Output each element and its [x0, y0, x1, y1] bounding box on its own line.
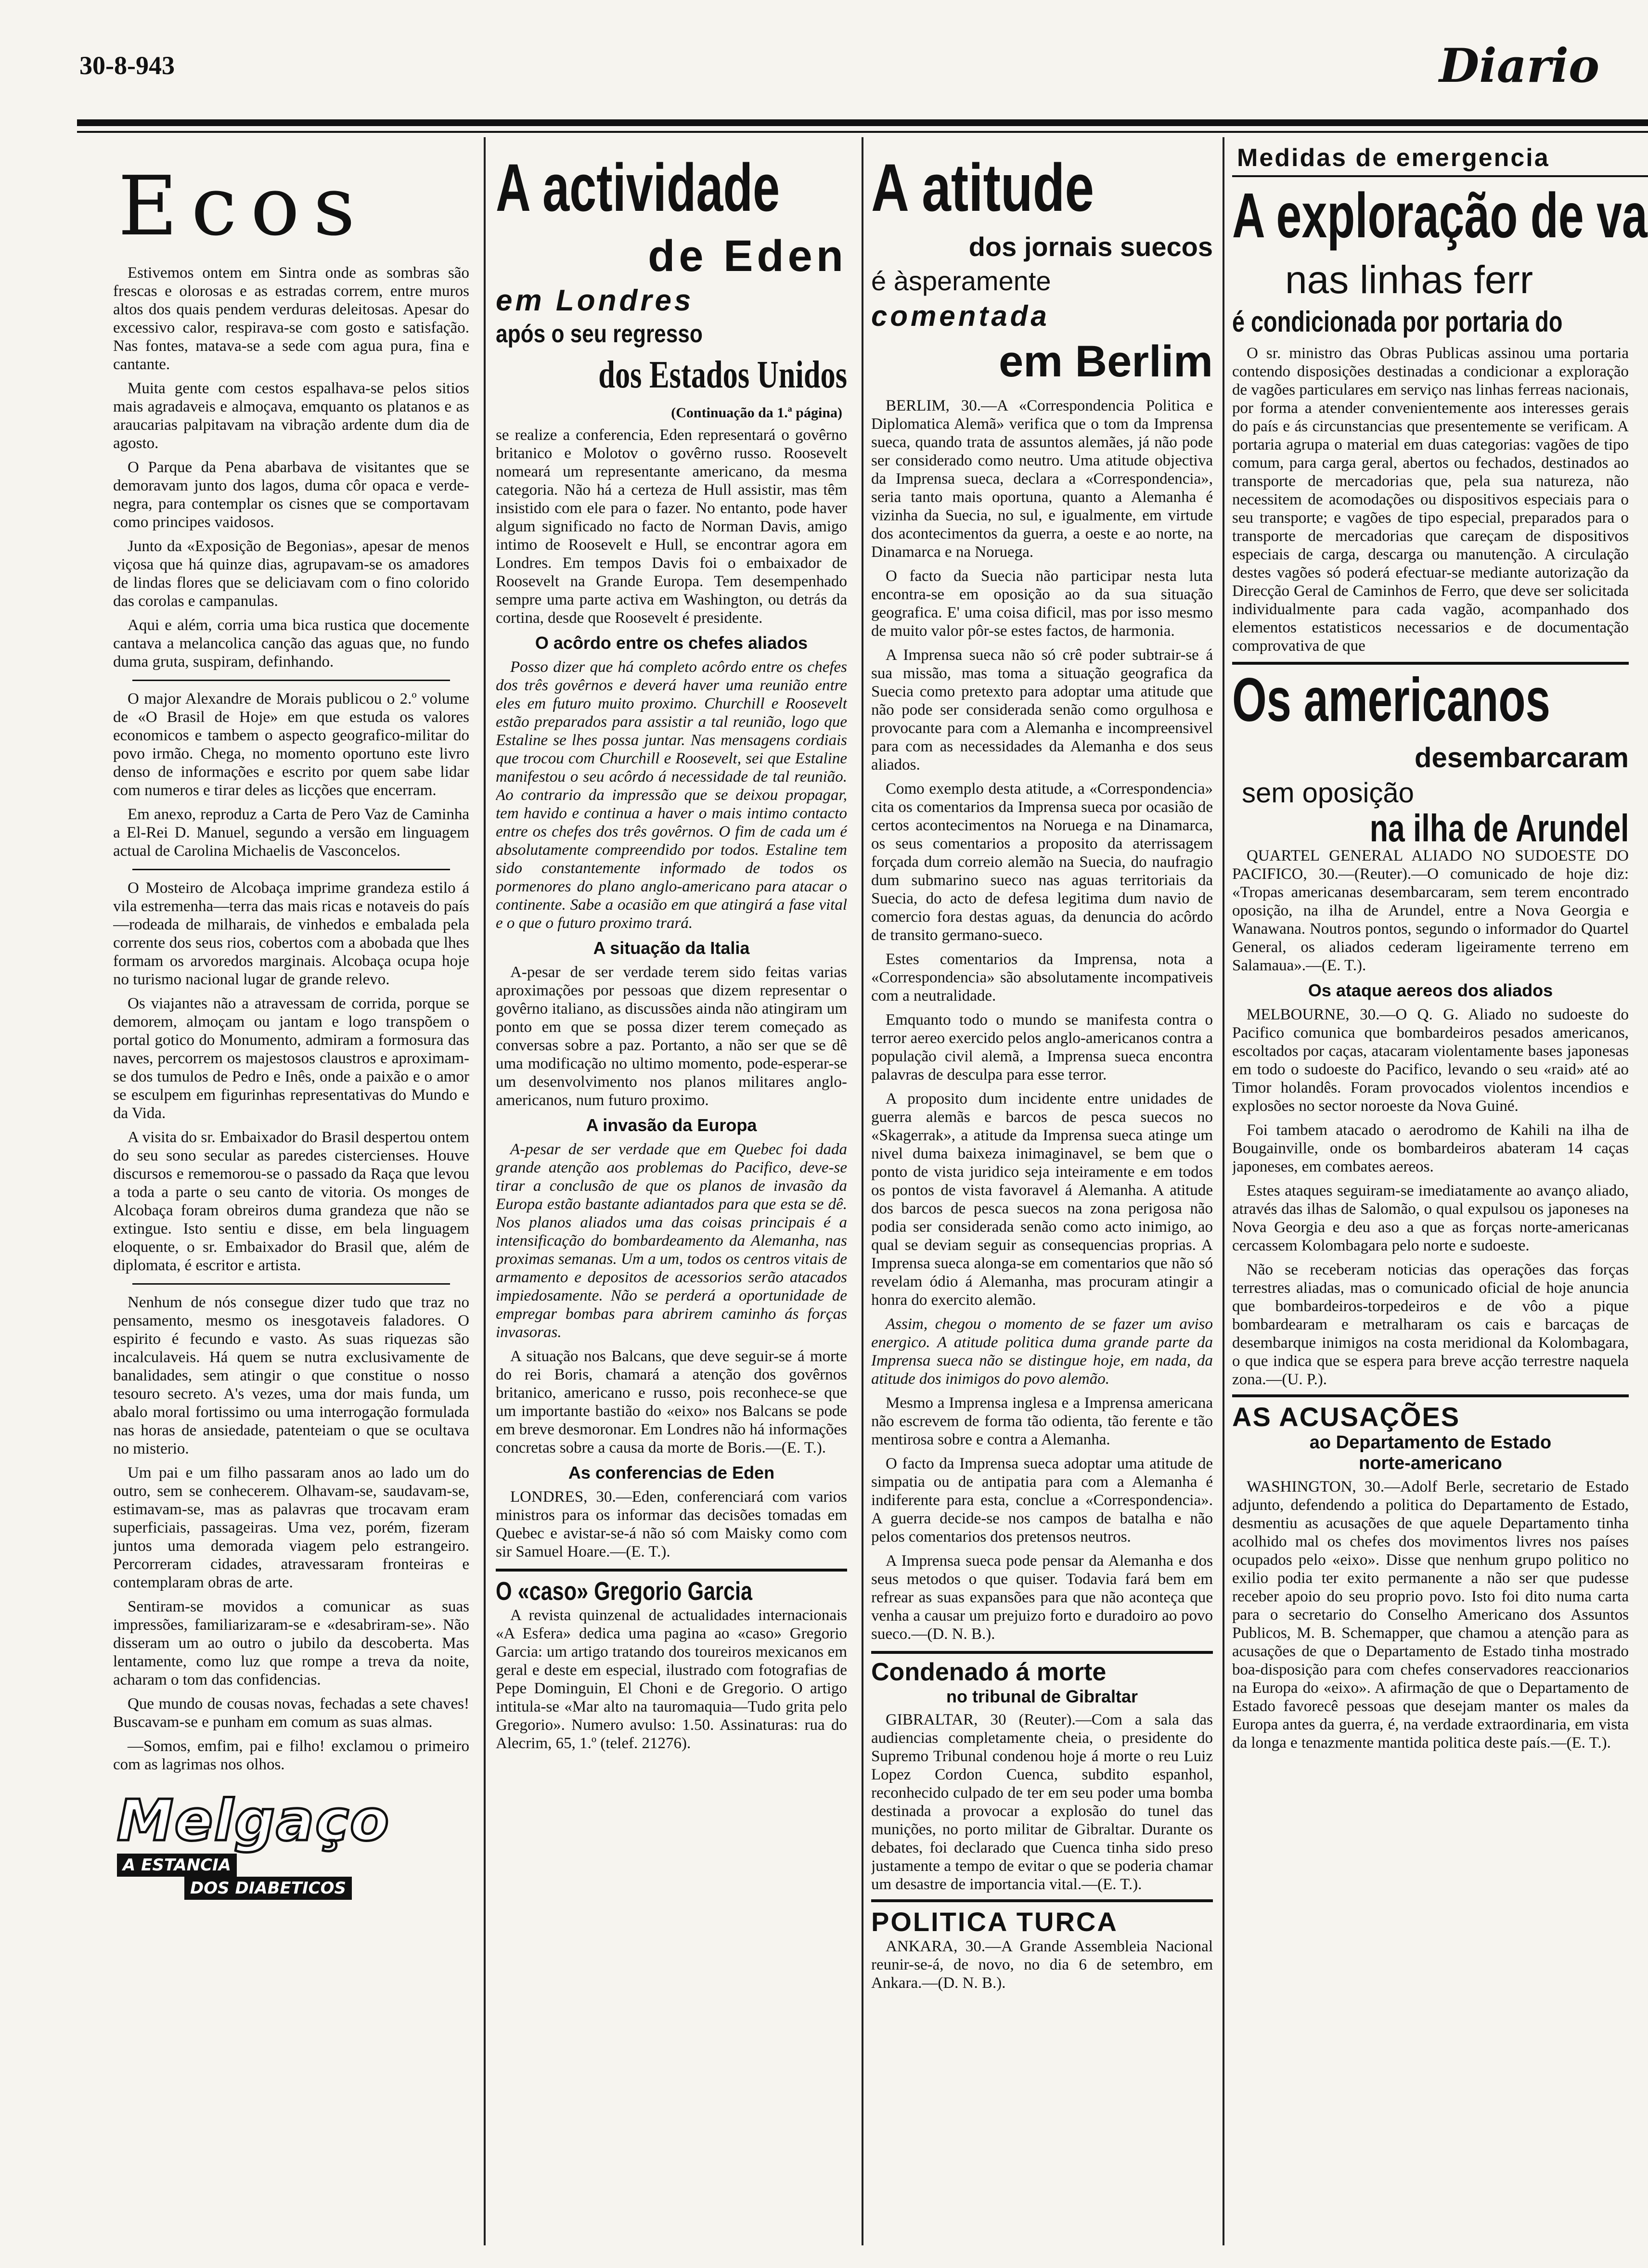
paragraph: A-pesar de ser verdade terem sido feitas varias aproximações por pessoas que dizem representar o govêrno italiano, as discussões ainda não atingiram um ponto em que se possa dizer terem começado as conversas sobre a paz. Portanto, a não ser que se dê uma modificação no ultimo momento, pode-esperar-se um desenvolvimento nos planos militares anglo-americanos, num futuro proximo. [496, 964, 847, 1109]
box-politica-turca [871, 1899, 1213, 1992]
subheading: Os ataque aereos dos aliados [1308, 980, 1553, 1000]
headline-acusacoes: AS ACUSAÇÕES [1232, 1402, 1460, 1432]
box-title: O «caso» Gregorio Garcia [496, 1577, 753, 1606]
paragraph: Aqui e além, corria uma bica rustica que docemente cantava a melancolica canção das aguas que, no fundo duma gruta, suspiram, definhando. [113, 617, 469, 670]
paragraph: Mesmo a Imprensa inglesa e a Imprensa americana não escrevem de forma tão odienta, tão ferente e tão mentirosa sobre e contra a Alemanha. [871, 1394, 1213, 1448]
headline-arundel-wrap [1232, 807, 1629, 850]
paragraph: A Imprensa sueca não só crê poder subtrair-se á sua missão, mas toma a situação geografica da Suecia como pretexto para adoptar uma atitude que não pode ser considerada senão como orgulhosa e provocante para com a Alemanha e incompreensivel para com as necessidades da Alemanha e dos seus aliados. [871, 646, 1213, 773]
paragraph: O Mosteiro de Alcobaça imprime grandeza estilo á vila estremenha—terra das mais ricas e notaveis do país—rodeada de milharais, de vinhedos e embalada pela corrente dos seus rios, cobertos com a abobada que lhes formam os arvoredos marginais. Alcobaça ocupa hoje no turismo nacional lugar de grande relevo. [113, 879, 469, 988]
column-eden [496, 140, 847, 1758]
subheading: A invasão da Europa [586, 1115, 757, 1135]
ecos-section-1 [113, 264, 469, 671]
section-rule [1232, 1394, 1629, 1397]
headline-sem-oposicao: sem oposição [1242, 777, 1414, 809]
paragraph: O major Alexandre de Morais publicou o 2.º volume de «O Brasil de Hoje» em que estuda os valores economicos e tambem o aspecto geografico-militar do povo irmão. Chega, no momento oportuno este livro denso de informações e escrito por quem sabe lidar com numeros e tirar deles as licções que encerram. [113, 690, 469, 799]
box-subtitle: no tribunal de Gibraltar [946, 1687, 1138, 1706]
paragraph: Os viajantes não a atravessam de corrida, porque se demorem, almoçam ou jantam e logo transpõem o portal gotico do Monumento, admiram a formosura das naves, percorrem os majestosos claustros e aproximam-se dos tumulos de Pedro e Inês, onde a paixão e o amor se esculpem em figurinhas representativas do Mundo e da Vida. [113, 995, 469, 1122]
paragraph: Posso dizer que há completo acôrdo entre os chefes dos três govêrnos e deverá haver uma reunião entre eles em futuro muito proximo. Churchill e Roosevelt estão preparados para assistir a tal reunião, logo que Estaline se lhes possa juntar. Nas mensagens cordiais que trocou com Churchill e Roosevelt, sei que Estaline manifestou o seu acôrdo á necessidade de tal reunião. Ao contrario da impressão que se deixou propagar, tem havido e continua a haver o mais intimo contacto entre os chefes dos três govêrnos. O fim de cada um é absolutamente compreendido por todos. Estaline tem sido constantemente informado de todos os pormenores do plano anglo-americano para atacar o continente. Sabe a ocasião em que atingirá a fase vital e o que o futuro proximo trará. [496, 658, 847, 932]
column-ecos [113, 140, 469, 1904]
page-date: 30-8-943 [79, 51, 175, 80]
paragraph: Foi tambem atacado o aerodromo de Kahili na ilha de Bougainville, onde os bombardeiros abateram 14 caças japoneses, em combates aereos. [1232, 1121, 1629, 1175]
paragraph: Estes ataques seguiram-se imediatamente ao avanço aliado, através das ilhas de Salomão, o qual expulsou os japoneses na Nova Georgia e deu aso a que as forças norte-americanas cercassem Kolombagara pelo norte e sudoeste. [1232, 1182, 1629, 1254]
paragraph: A situação nos Balcans, que deve seguir-se á morte do rei Boris, chamará a atenção dos govêrnos britanico, americano e russo, pois reconhece-se que um importante bastião do «eixo» nos Balcans se pode em breve desmoronar. Em Londres não há informações concretas sobre a causa da morte de Boris.—(E. T.). [496, 1348, 847, 1456]
paragraph: Emquanto todo o mundo se manifesta contra o terror aereo exercido pelos anglo-americanos contra a população civil alemã, a Imprensa sueca encontra palavras de desculpa para esse terror. [871, 1011, 1213, 1083]
kicker: Medidas de emergencia [1237, 144, 1550, 172]
headline-estados-unidos: dos Estados Unidos [598, 354, 847, 396]
paragraph: LONDRES, 30.—Eden, conferenciará com varios ministros para os informar das decisões tomadas em Quebec e avistar-se-á não só com Maisky como com sir Samuel Hoare.—(E. T.). [496, 1488, 847, 1560]
paragraph: —Somos, emfim, pai e filho! exclamou o primeiro com as lagrimas nos olhos. [113, 1738, 469, 1773]
headline-norte-americano: norte-americano [1359, 1453, 1502, 1473]
headline-atitude: A atitude [871, 150, 1094, 225]
headline-em-berlim: em Berlim [999, 337, 1213, 386]
headline-americanos: Os americanos [1232, 666, 1550, 735]
separator [132, 680, 450, 681]
paragraph: Muita gente com cestos espalhava-se pelos sitios mais agradaveis e almoçava, emquanto os platanos e as araucarias palpitavam na vibração ardente dum dia de agosto. [113, 380, 469, 452]
headline-comentada: comentada [871, 300, 1050, 332]
paragraph: Sentiram-se movidos a comunicar as suas impressões, familiarizaram-se e «desabriram-se». Não disseram um ao outro o jubilo da descoberta. Mas lentamente, como luz que rompe a treva da noite, acharam o tom das confidencias. [113, 1598, 469, 1688]
headline-asperamente: é àsperamente [871, 266, 1051, 296]
column-divider [484, 137, 486, 2245]
headline-jornais-suecos: dos jornais suecos [968, 232, 1213, 262]
melgaco-logo: Melgaço [117, 1787, 390, 1854]
paragraph: QUARTEL GENERAL ALIADO NO SUDOESTE DO PACIFICO, 30.—(Reuter).—O comunicado de hoje diz: «Tropas americanas desembarcaram, sem terem encontrado oposição, na ilha de Arundel, entre a Nova Georgia e Wanawana. Noutros pontos, segundo o informador do Quartel General, os aliados cederam ligeiramente terreno em Salamaua».—(E. T.). [1232, 847, 1629, 974]
paragraph: WASHINGTON, 30.—Adolf Berle, secretario de Estado adjunto, defendendo a politica do Departamento de Estado, desmentiu as acusações de que aquele Departamento tinha acolhido mal os chefes dos movimentos livres nos países ocupados pelo «eixo». Disse que nenhum grupo politico no exilio podia ter exito permanente a não ser que pudesse receber apoio do seu proprio povo. Isto foi dito numa carta para o secretario do Conselho Americano dos Assuntos Publicos, M. B. Schemapper, que chamou a atenção para as acusações de que o Departamento de Estado tinha mostrado boa-disposição para com chefes conservadores reaccionarios na Europa do «eixo». A afirmação de que o Departamento de Estado favorecê pessoas que desejam manter os males da Europa antes da guerra, é, na verdade extraordinaria, em vista da longa e tenazmente mantida politica deste país.—(E. T.). [1232, 1478, 1629, 1752]
headline-condicionada: é condicionada por portaria do [1232, 306, 1563, 338]
paragraph: ANKARA, 30.—A Grande Assembleia Nacional reunir-se-á, de novo, no dia 6 de setembro, em Ankara.—(D. N. B.). [871, 1938, 1213, 1992]
paragraph: O facto da Imprensa sueca adoptar uma atitude de simpatia ou de antipatia para com a Alemanha é indiferente para esta, conclue a «Correspondencia». A guerra decide-se nos campos de batalha e não pelos comentarios dos pretensos neutros. [871, 1455, 1213, 1546]
paragraph: MELBOURNE, 30.—O Q. G. Aliado no sudoeste do Pacifico comunica que bombardeiros pesados americanos, escoltados por caças, atacaram violentamente bases japonesas em todo o sudoeste do Pacifico, levando o seu «raid» até ao Timor holandês. Foram provocados violentos incendios e explosões no sector noroeste da Nova Guiné. [1232, 1006, 1629, 1115]
paragraph: Que mundo de cousas novas, fechadas a sete chaves! Buscavam-se e punham em comum as suas almas. [113, 1695, 469, 1731]
paragraph: Junto da «Exposição de Begonias», apesar de menos viçosa que há quinze dias, agrupavam-se os amadores de lindas flores que se deliciavam com o fino colorido das corolas e campanulas. [113, 538, 469, 610]
ecos-section-4 [113, 1293, 469, 1774]
headline-em-londres: em Londres [496, 284, 694, 317]
header-rule-thin [77, 131, 1648, 133]
paragraph: A revista quinzenal de actualidades internacionais «A Esfera» dedica uma pagina ao «caso» Gregorio Garcia: um artigo tratando dos toureiros mexicanos em geral e deste em especial, ilustrado com fotografias de Pepe Dominguin, El Choni e de Gregorio. O artigo intitula-se «Mar alto na tauromaquia—Tudo grita pelo Gregorio». Numero avulso: 1.50. Assinaturas: rua do Alecrim, 65, 1.º (telef. 21276). [496, 1607, 847, 1752]
header-rule [77, 119, 1648, 126]
paragraph: A proposito dum incidente entre unidades de guerra alemãs e barcos de pesca suecos no «Skagerrak», a atitude da Imprensa sueca atinge um nivel duma baixeza inimaginavel, se bem que o ponto de vista juridico seja inteiramente e em todos os pontos de vista favoravel á Alemanha. A atitude dos barcos de pesca suecos na zona perigosa não podia ser considerada senão como acto inimigo, ao qual se deviam seguir as consequencias proprias. A Imprensa sueca alonga-se em comentarios que não só revelam ódio á Alemanha, mas procuram atingir a honra do exercito alemão. [871, 1090, 1213, 1309]
headline-exploracao: A exploração de va [1232, 180, 1648, 251]
ecos-section-3 [113, 879, 469, 1275]
column-suecos [871, 140, 1213, 1998]
subheading: A situação da Italia [593, 938, 750, 958]
paragraph: A visita do sr. Embaixador do Brasil despertou ontem do seu sono secular as paredes cistercienses. Houve discursos e rememorou-se o passado da Raça que levou a toda a parte o seu canto de vitoria. Os monges de Alcobaça foram obreiros duma grandeza que não se extingue. Isto sentiu e disse, em bela linguagem eloquente, o sr. Embaixador do Brasil que, além de diplomata, é escritor e artista. [113, 1129, 469, 1274]
paragraph: Não se receberam noticias das operações das forças terrestres aliadas, mas o comunicado oficial de hoje anuncia que bombardeiros-torpedeiros e de vôo a pique bombardearam e metralharam os cais e barcaças de desembarque inimigos na costa meridional da Kolombagara, o que indica que se espera para breve acção terrestre naquela zona.—(U. P.). [1232, 1261, 1629, 1388]
paragraph: Em anexo, reproduz a Carta de Pero Vaz de Caminha a El-Rei D. Manuel, segundo a versão em linguagem actual de Carolina Michaelis de Vasconcelos. [113, 806, 469, 860]
ad-line-1: A ESTANCIA [117, 1854, 237, 1877]
headline-arundel: na ilha de Arundel [1369, 807, 1629, 850]
paragraph: Estes comentarios da Imprensa, nota a «Correspondencia» são absolutamente incompativeis com a neutralidade. [871, 951, 1213, 1005]
headline-desembarcaram: desembarcaram [1415, 742, 1629, 773]
box-condenado [871, 1651, 1213, 1894]
column-4 [1232, 140, 1648, 1758]
subheading: O acôrdo entre os chefes aliados [535, 633, 808, 653]
paragraph: Assim, chegou o momento de se fazer um aviso energico. A atitude politica duma grande parte da Imprensa sueca não se distingue hoje, em nada, da atitude dos inimigos do povo alemão. [871, 1315, 1213, 1388]
paragraph: O facto da Suecia não participar nesta luta encontra-se em oposição ao da sua situação geografica. E' uma coisa dificil, mas por isso mesmo de muito valor pôr-se estes factos, de harmonia. [871, 567, 1213, 640]
paragraph: GIBRALTAR, 30 (Reuter).—Com a sala das audiencias completamente cheia, o presidente do Supremo Tribunal condenou hoje á morte o reu Luiz Lopez Cordon Cuenca, subdito espanhol, reconhecido culpado de ter em seu poder uma bomba destinada a provocar a explosão do tunel das munições, no porto militar de Gibraltar. Durante os debates, foi declarado que Cuenca tinha sido preso justamente a tempo de evitar o que se poderia chamar um desastre de importancia vital.—(E. T.). [871, 1711, 1213, 1893]
continuation-note: (Continuação da 1.ª página) [671, 405, 842, 421]
box-gregorio-garcia [496, 1569, 847, 1753]
paragraph: se realize a conferencia, Eden representará o govêrno britanico e Molotov o govêrno russo. Roosevelt nomeará um representante americano, da mesma categoria. Não há a certeza de Hull assistir, mas têm insistido com ele para o fazer. No entanto, pode haver algum significado no facto de Norman Davis, amigo intimo de Roosevelt e Hull, se encontrar agora em Londres. Em tempos Davis foi o embaixador de Roosevelt na Grande Europa. Tem desempenhado sempre uma parte activa em Washington, ou detrás da cortina, desde que Roosevelt é presidente. [496, 426, 847, 627]
headline-departamento: ao Departamento de Estado [1309, 1432, 1552, 1453]
box-title: POLITICA TURCA [871, 1907, 1118, 1937]
paragraph: A Imprensa sueca pode pensar da Alemanha e dos seus metodos o que quiser. Todavia fará bem em refrear as suas expansões para que não aconteça que venha a causar um prejuizo forto e duradoiro ao povo sueco.—(D. N. B.). [871, 1552, 1213, 1643]
headline-actividade: A actividade [496, 150, 780, 225]
kicker-rule [1232, 175, 1648, 177]
headline-de-eden: de Eden [648, 232, 847, 281]
subheading: As conferencias de Eden [568, 1463, 775, 1482]
paragraph: A-pesar de ser verdade que em Quebec foi dada grande atenção aos problemas do Pacifico, deve-se tirar a conclusão de que os planos de invasão da Europa estão bastante adiantados para que esta se dê. Nos planos aliados uma das coisas principais é a intensificação do bombardeamento da Alemanha, nas proximas semanas. Um a um, todos os centros vitais de armamento e depositos de acessorios serão atacados impiedosamente. Não se perderá a oportunidade de empregar bombas para abrirem caminho ás forças invasoras. [496, 1141, 847, 1341]
paragraph: Como exemplo desta atitude, a «Correspondencia» cita os comentarios da Imprensa sueca por ocasião de certos acontecimentos na Noruega e na Dinamarca, os seus comentarios a proposito da aterrissagem forçada dum correio alemão na Suecia, do naufragio dum submarino sueco nas aguas territoriais da Suecia, do acto de defesa legitima dum navio de comercio fora destas aguas, da denuncia do acôrdo de transito germano-sueco. [871, 780, 1213, 944]
paragraph: BERLIM, 30.—A «Correspondencia Politica e Diplomatica Alemã» verifica que o tom da Imprensa sueca, quando trata de assuntos alemães, já não pode ser considerado como neutro. Uma atitude objectiva da Imprensa sueca, declara a «Correspondencia», seria tanto mais oportuna, quanto a Alemanha é vizinha da Suecia, no sul, e igualmente, em virtude dos acontecimentos da guerra, a oeste e ao norte, na Dinamarca e na Noruega. [871, 397, 1213, 561]
ad-line-2: DOS DIABETICOS [184, 1877, 352, 1900]
box-title: Condenado á morte [871, 1658, 1107, 1686]
paragraph: Estivemos ontem em Sintra onde as sombras são frescas e olorosas e as estradas correm, entre muros altos dos quais pendem verduras deleitosas. Apesar do excessivo calor, respirava-se com gosto e satisfação. Nas fontes, matava-se a sede com agua pura, fina e cantante. [113, 264, 469, 373]
headline-apos: após o seu regresso [496, 320, 703, 348]
paragraph: O Parque da Pena abarbava de visitantes que se demoravam junto dos lagos, duma côr opaca e verde-negra, para contemplar os cisnes que se comportavam como principes vaidosos. [113, 459, 469, 531]
masthead: Diario [1439, 39, 1599, 93]
melgaco-advertisement [113, 1783, 469, 1904]
column-divider [862, 137, 863, 2245]
headline-linhas: nas linhas ferr [1285, 258, 1533, 302]
paragraph: Nenhum de nós consegue dizer tudo que traz no pensamento, mesmo os inesgotaveis faladores. O espirito é fecundo e vasto. As suas riquezas são incalculaveis. Há quem se nutra exclusivamente de banalidades, sem atingir o que constitue o nosso tesouro secreto. A's vezes, uma dor mais funda, um abalo moral fortissimo ou uma interrogação formulada nas horas de ansiedade, patenteiam o que se ocultava no misterio. [113, 1294, 469, 1457]
column-divider [1223, 137, 1224, 2245]
ecos-section-2 [113, 690, 469, 860]
ecos-title: Ecos [118, 159, 369, 254]
section-rule [1232, 662, 1629, 665]
paragraph: O sr. ministro das Obras Publicas assinou uma portaria contendo disposições destinadas a condicionar a exploração de vagões particulares em serviço nas linhas ferreas nacionais, por forma a atender convenientemente aos interesses gerais do país e ás circunstancias que presentemente se verificam. A portaria agrupa o material em duas categorias: vagões de tipo comum, para carga geral, abertos ou fechados, destinados ao transporte de mercadorias que, pela sua natureza, não necessitem de acomodações ou dispositivos especiais para o seu transporte; e vagões de tipo especial, preparados para o transporte de mercadorias que careçam de dispositivos especiais de carga, descarga ou manutenção. A circulação destes vagões só poderá efectuar-se mediante autorização da Direcção Geral de Caminhos de Ferro, que deve ser solicitada individualmente para cada vagão, acompanhado dos elementos estatisticos necessarios e de documentação comprovativa de que [1232, 345, 1629, 655]
separator [132, 869, 450, 870]
paragraph: Um pai e um filho passaram anos ao lado um do outro, sem se conhecerem. Olhavam-se, saudavam-se, estimavam-se, mas as palavras que trocavam eram superficiais, passageiras. Uma vez, porém, fizeram juntos uma demorada viagem pelo estrangeiro. Percorreram cidades, atravessaram fronteiras e contemplaram obras de arte. [113, 1464, 469, 1591]
separator [132, 1283, 450, 1285]
